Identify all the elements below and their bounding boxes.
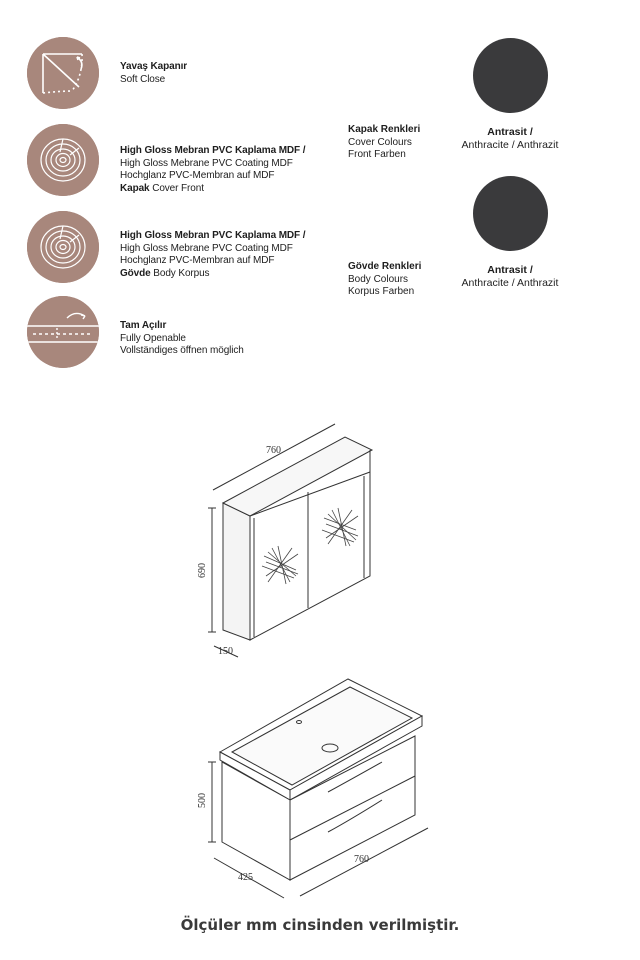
- color-sub: Front Farben: [348, 149, 406, 160]
- color-heading: Gövde Renkleri: [348, 261, 422, 272]
- color-sub: Korpus Farben: [348, 286, 415, 297]
- dim-cabinet-depth: 150: [218, 646, 233, 657]
- feature-title: High Gloss Mebran PVC Kaplama MDF /: [120, 230, 306, 241]
- dim-vanity-width: 760: [354, 854, 369, 865]
- color-heading: Kapak Renkleri: [348, 124, 421, 135]
- feature-part: Gövde Body Korpus: [120, 267, 210, 279]
- feature-title: Yavaş Kapanır: [120, 61, 188, 72]
- feature-line: Fully Openable: [120, 332, 186, 344]
- feature-line: Hochglanz PVC-Membran auf MDF: [120, 170, 275, 181]
- feature-part: Kapak Cover Front: [120, 182, 204, 194]
- cover-swatch-label: Antrasit / Anthracite / Anthrazit: [461, 126, 559, 151]
- dim-cabinet-height: 690: [197, 563, 208, 578]
- dim-cabinet-width: 760: [266, 445, 281, 456]
- feature-title: High Gloss Mebran PVC Kaplama MDF /: [120, 145, 306, 156]
- dim-vanity-depth: 425: [238, 872, 253, 883]
- mirror-cabinet-drawing: [208, 424, 372, 657]
- dim-vanity-height: 500: [197, 793, 208, 808]
- feature-title: Tam Açılır: [120, 320, 167, 331]
- feature-line: Vollständiges öffnen möglich: [120, 345, 244, 356]
- color-sub: Cover Colours: [348, 136, 412, 148]
- footer-note: Ölçüler mm cinsinden verilmiştir.: [180, 916, 460, 934]
- feature-line: Hochglanz PVC-Membran auf MDF: [120, 255, 275, 266]
- vanity-drawing: [208, 679, 428, 898]
- feature-line: High Gloss Mebrane PVC Coating MDF: [120, 242, 293, 254]
- body-swatch-label: Antrasit / Anthracite / Anthrazit: [461, 264, 559, 289]
- feature-line: High Gloss Mebrane PVC Coating MDF: [120, 157, 293, 169]
- feature-line: Soft Close: [120, 73, 166, 85]
- color-sub: Body Colours: [348, 273, 409, 285]
